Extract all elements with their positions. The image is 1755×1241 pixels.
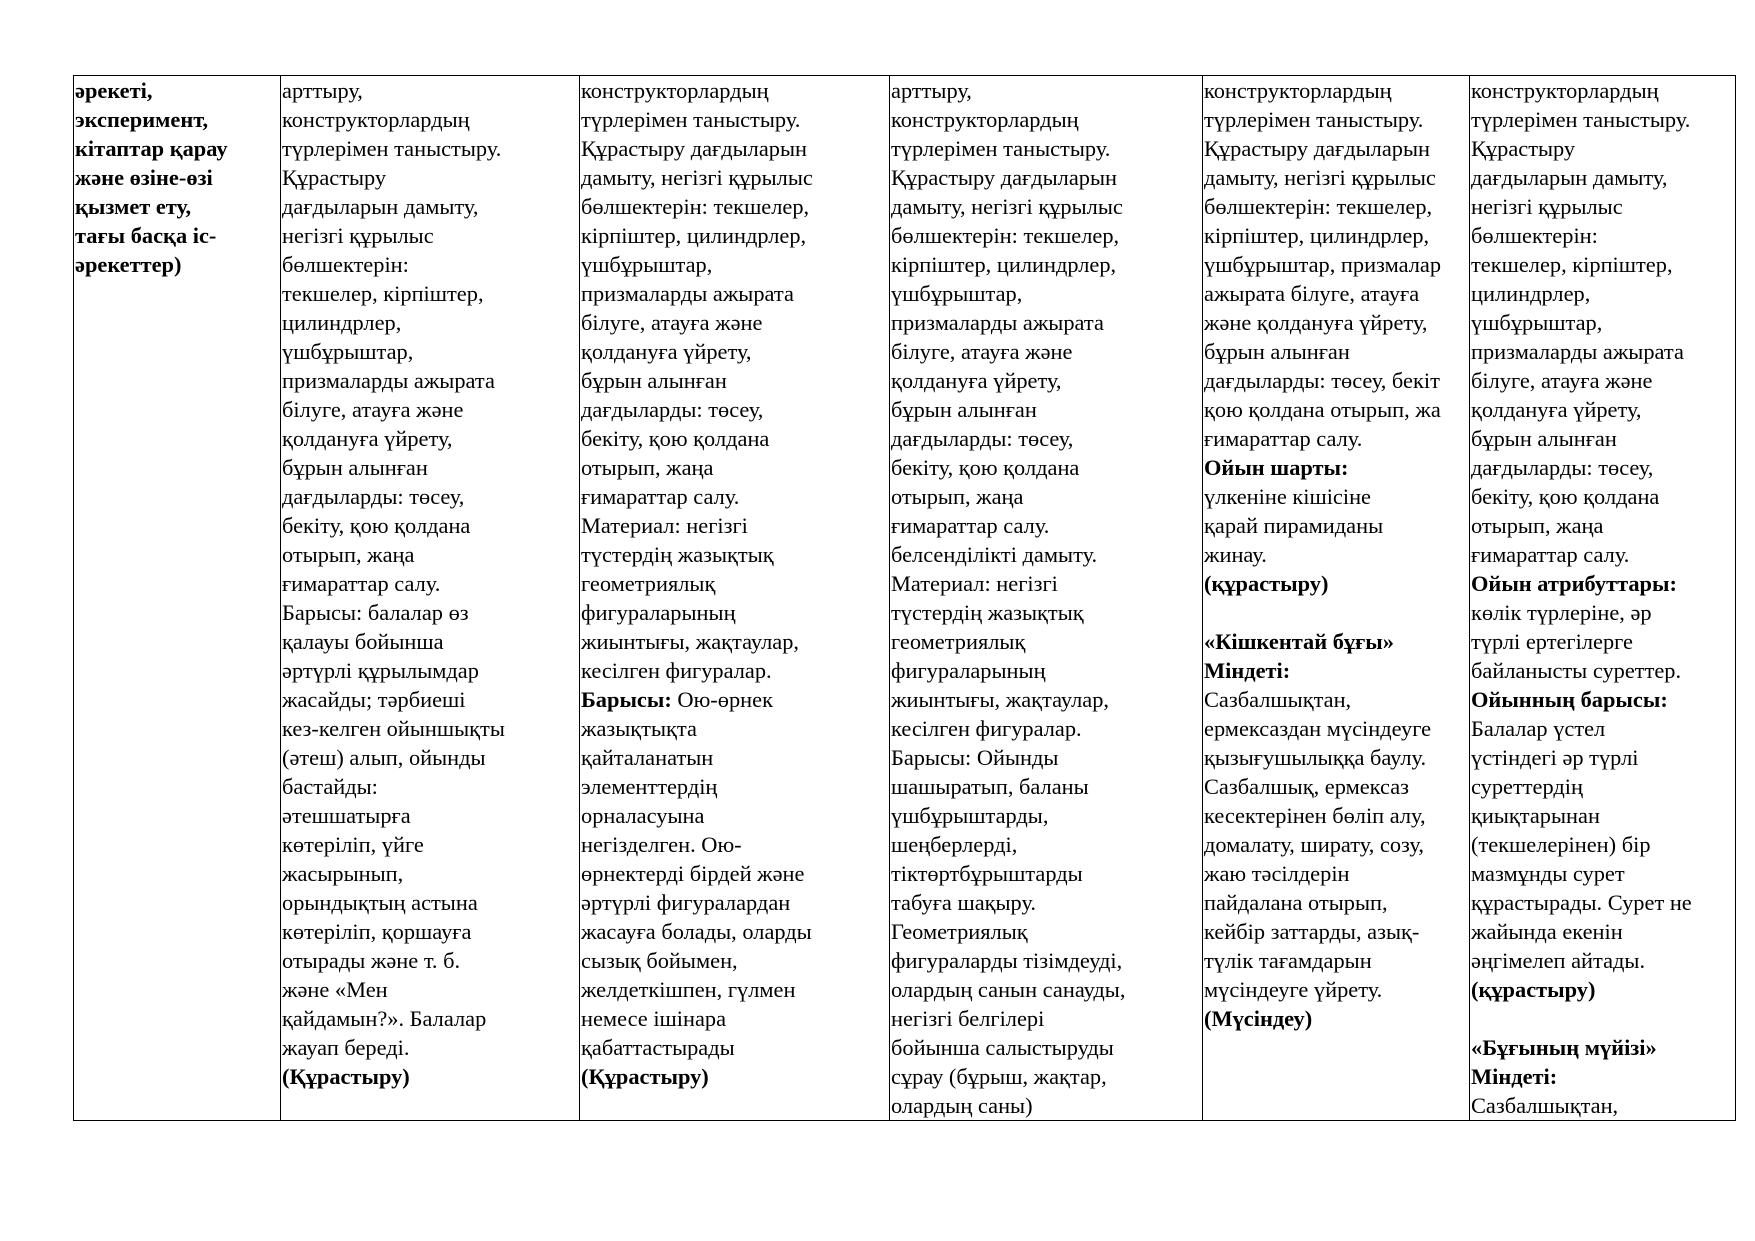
cell-text-line: бұрын алынған — [581, 368, 727, 393]
cell-text-line: табуға шақыру. — [891, 890, 1037, 915]
cell-text-line: олардың саны) — [891, 1093, 1033, 1118]
cell-text-line: түстердің жазықтық — [581, 542, 774, 567]
cell-text-line: үшбұрыштар, — [891, 281, 1023, 306]
cell-text-line: негізгі құрылыс — [1471, 194, 1623, 219]
cell-text-line: Ойын атрибуттары: — [1471, 571, 1677, 596]
cell-text-line: жайында екенін — [1471, 919, 1623, 944]
cell-text-line: білуге, атауға және — [891, 339, 1073, 364]
cell-text-line: Құрастыру дағдыларын — [1204, 136, 1431, 161]
cell-text-line: ғимараттар салу. — [581, 484, 740, 509]
cell-text-line: Балалар үстел — [1471, 716, 1606, 741]
cell-text-line: түлік тағамдарын — [1204, 948, 1372, 973]
cell-text-line: Құрастыру — [1471, 136, 1576, 161]
cell-text-line: орындықтың астына — [282, 890, 478, 915]
cell-text-line: тағы басқа іс- — [75, 223, 217, 248]
cell-text-line: жасырынып, — [282, 861, 404, 886]
cell-text-line: кесілген фигуралар. — [891, 716, 1082, 741]
cell-text-line: дағдыларды: төсеу, — [891, 426, 1074, 451]
cell-text-line: (құрастыру) — [1471, 977, 1596, 1002]
cell-text-line: жазықтықта — [581, 716, 697, 741]
cell-text-line: негізгі белгілері — [891, 1006, 1045, 1031]
cell-text-line: Міндеті: — [1471, 1064, 1558, 1089]
cell-text-line: бөлшектерін: — [282, 252, 409, 277]
text-segment: Ою-өрнек — [671, 687, 773, 712]
cell-text-line: призмаларды ажырата — [1471, 339, 1684, 364]
cell-text-line: арттыру, — [282, 78, 363, 103]
cell-text-line: қызығушылыққа баулу. — [1204, 745, 1427, 770]
cell-text-line: негізгі құрылыс — [282, 223, 434, 248]
cell-text-line: бұрын алынған — [282, 455, 428, 480]
cell-text-line: желдеткішпен, гүлмен — [581, 977, 796, 1002]
cell-text-line: қайталанатын — [581, 745, 714, 770]
cell-text-line: конструкторлардың — [891, 107, 1079, 132]
cell-text-line: байланысты суреттер. — [1471, 658, 1682, 683]
cell-text-line: әртүрлі құрылымдар — [282, 658, 479, 683]
cell-text-line — [1204, 598, 1468, 627]
cell-text-line: немесе ішінара — [581, 1006, 727, 1031]
cell-text-line: Барысы: Ойынды — [891, 745, 1059, 770]
cell-text-line: Сазбалшықтан, — [1471, 1093, 1619, 1118]
cell-text-line: үшбұрыштар, — [1471, 310, 1603, 335]
cell-text-line: (Мүсіндеу) — [1204, 1006, 1313, 1031]
cell-text-line: Ойын шарты: — [1204, 455, 1349, 480]
cell-text-line: дамыту, негізгі құрылыс — [1204, 165, 1436, 190]
cell-text-line: білуге, атауға және — [282, 397, 464, 422]
cell-text-line: (құрастыру) — [1204, 571, 1329, 596]
cell-text-line: призмаларды ажырата — [581, 281, 794, 306]
cell-text-line — [1471, 1004, 1734, 1033]
cell-text-line: қарай пирамиданы — [1204, 513, 1384, 538]
cell-text-line: үстіндегі әр түрлі — [1471, 745, 1639, 770]
cell-text-line: әңгімелеп айтады. — [1471, 948, 1646, 973]
cell-text-line: көтеріліп, қоршауға — [282, 919, 472, 944]
cell-text-line: ермексаздан мүсіндеуге — [1204, 716, 1432, 741]
cell-text-line: Сазбалшықтан, — [1204, 687, 1352, 712]
cell-text-line: дамыту, негізгі құрылыс — [891, 194, 1123, 219]
cell-text-line: Материал: негізгі — [891, 571, 1058, 596]
cell-text-line: дағдыларды: төсеу, бекіт — [1204, 368, 1440, 393]
cell-text-line: отырып, жаңа — [1471, 513, 1604, 538]
cell-text-line: ғимараттар салу. — [282, 571, 441, 596]
cell-text-line: әртүрлі фигуралардан — [581, 890, 791, 915]
cell-text-line: бастайды: — [282, 774, 378, 799]
cell-text-line: қиықтарынан — [1471, 803, 1600, 828]
cell-text-line: отырып, жаңа — [891, 484, 1024, 509]
cell-text-line: дағдыларды: төсеу, — [282, 484, 465, 509]
cell-text-line: бөлшектерін: текшелер, — [891, 223, 1120, 248]
cell-text-line: Құрастыру дағдыларын — [891, 165, 1118, 190]
cell-text-line: кесектерінен бөліп алу, — [1204, 803, 1426, 828]
cell-text-line: қызмет ету, — [75, 194, 192, 219]
cell-text-line: бұрын алынған — [891, 397, 1037, 422]
cell-text-line: жасайды; тәрбиеші — [282, 687, 466, 712]
cell-text-line: Барысы: балалар өз — [282, 600, 469, 625]
cell-text-line: түрлерімен таныстыру. — [1204, 107, 1424, 132]
cell-text-line: белсенділікті дамыту. — [891, 542, 1098, 567]
cell-text-line: эксперимент, — [75, 107, 209, 132]
cell-text-line: суреттердің — [1471, 774, 1583, 799]
cell-text-line: қолдануға үйрету, — [1471, 397, 1642, 422]
cell-text-line: геометриялық — [891, 629, 1026, 654]
cell-text-line: пайдалана отырып, — [1204, 890, 1388, 915]
cell-text-line: дағдыларды: төсеу, — [1471, 455, 1654, 480]
cell-text-line: конструкторлардың — [1204, 78, 1392, 103]
cell-text-line: цилиндрлер, — [1471, 281, 1591, 306]
cell-text-line: ғимараттар салу. — [891, 513, 1050, 538]
cell-text-line: Міндеті: — [1204, 658, 1291, 683]
cell-text-line: (әтеш) алып, ойынды — [282, 745, 486, 770]
cell-text-line: фигураларының — [891, 658, 1046, 683]
cell-text-line: қалауы бойынша — [282, 629, 444, 654]
cell-text-line: үшбұрыштарды, — [891, 803, 1049, 828]
cell-text-line: кейбір заттарды, азық- — [1204, 919, 1420, 944]
cell-text-line: бөлшектерін: текшелер, — [581, 194, 810, 219]
cell-text-line: түстердің жазықтық — [891, 600, 1084, 625]
cell-text-line: әтешшатырға — [282, 803, 411, 828]
cell-text-line: Ойынның барысы: — [1471, 687, 1668, 712]
cell-text-line: (Құрастыру) — [581, 1064, 709, 1089]
cell-text-line: кез-келген ойыншықты — [282, 716, 505, 741]
cell-text-line: элементтердің — [581, 774, 718, 799]
cell-text-line: түрлерімен таныстыру. — [581, 107, 801, 132]
cell-text-line: жасауға болады, оларды — [581, 919, 812, 944]
cell-text-line: және өзіне-өзі — [75, 165, 213, 190]
cell-text-line: отырып, жаңа — [282, 542, 415, 567]
cell-text-line: кірпіштер, цилиндрлер, — [1204, 223, 1430, 248]
cell-text-line: үшбұрыштар, — [282, 339, 414, 364]
cell-text-line: (Құрастыру) — [282, 1064, 410, 1089]
cell-text-line: жиынтығы, жақтаулар, — [581, 629, 799, 654]
cell-text-line: дағдыларын дамыту, — [282, 194, 479, 219]
cell-text-line: үшбұрыштар, — [581, 252, 713, 277]
cell-text-line: конструкторлардың — [581, 78, 769, 103]
cell-text-line: дағдыларды: төсеу, — [581, 397, 764, 422]
cell-text-line: білуге, атауға және — [581, 310, 763, 335]
cell-text-line: және «Мен — [282, 977, 388, 1002]
cell-text-line: қою қолдана отырып, жа — [1204, 397, 1441, 422]
cell-text-line: білуге, атауға және — [1471, 368, 1653, 393]
cell-text-line: үшбұрыштар, призмалар — [1204, 252, 1442, 277]
cell-text-line: көтеріліп, үйге — [282, 832, 424, 857]
cell-text-line: геометриялық — [581, 571, 716, 596]
cell-text-line: шашыратып, баланы — [891, 774, 1089, 799]
schedule-table — [73, 75, 1736, 1121]
cell-text-line: арттыру, — [891, 78, 972, 103]
cell-text-line: кірпіштер, цилиндрлер, — [581, 223, 807, 248]
cell-text-line: Сазбалшық, ермексаз — [1204, 774, 1409, 799]
cell-text-line: конструкторлардың — [282, 107, 470, 132]
cell-text-line: және қолдануға үйрету, — [1204, 310, 1428, 335]
cell-text-line: мазмұнды сурет — [1471, 861, 1625, 886]
cell-text-line: бекіту, қою қолдана — [282, 513, 471, 538]
table-cell-day-4 — [1203, 76, 1470, 1121]
cell-text-line: бойынша салыстыруды — [891, 1035, 1114, 1060]
cell-text-line: отырады және т. б. — [282, 948, 461, 973]
cell-text-line: өрнектерді бірдей және — [581, 861, 805, 886]
cell-text-line: жаю тәсілдерін — [1204, 861, 1350, 886]
cell-text-line: цилиндрлер, — [282, 310, 402, 335]
cell-text-line: призмаларды ажырата — [282, 368, 495, 393]
cell-text-line: қабаттастырады — [581, 1035, 735, 1060]
cell-text-line: жиынтығы, жақтаулар, — [891, 687, 1109, 712]
cell-text-line: түрлерімен таныстыру. — [1471, 107, 1691, 132]
cell-text-line — [581, 685, 888, 714]
cell-text-line: ғимараттар салу. — [1471, 542, 1630, 567]
cell-text-line: бекіту, қою қолдана — [1471, 484, 1660, 509]
bold-text-segment: Барысы: — [581, 687, 672, 712]
cell-text-line: бұрын алынған — [1471, 426, 1617, 451]
cell-text-line: Геометриялық — [891, 919, 1028, 944]
cell-text-line: дамыту, негізгі құрылыс — [581, 165, 813, 190]
cell-text-line: әрекеті, — [75, 78, 153, 103]
cell-text-line: бөлшектерін: текшелер, — [1204, 194, 1433, 219]
cell-text-line: қолдануға үйрету, — [282, 426, 453, 451]
cell-text-line: түрлі ертегілерге — [1471, 629, 1633, 654]
cell-text-line: қайдамын?». Балалар — [282, 1006, 487, 1031]
table-cell-day-3 — [890, 76, 1203, 1121]
cell-text-line: түрлерімен таныстыру. — [282, 136, 502, 161]
cell-text-line: бекіту, қою қолдана — [581, 426, 770, 451]
cell-text-line: орналасуына — [581, 803, 705, 828]
cell-text-line: кірпіштер, цилиндрлер, — [891, 252, 1117, 277]
cell-text-line: домалату, ширату, созу, — [1204, 832, 1424, 857]
cell-text-line: Құрастыру — [282, 165, 387, 190]
cell-text-line: негізделген. Ою- — [581, 832, 742, 857]
cell-text-line: көлік түрлеріне, әр — [1471, 600, 1652, 625]
cell-text-line: құрастырады. Сурет не — [1471, 890, 1692, 915]
cell-text-line: кітаптар қарау — [75, 136, 228, 161]
table-cell-activity-type — [74, 76, 281, 1121]
cell-text-line: жинау. — [1204, 542, 1267, 567]
cell-text-line: мүсіндеуге үйрету. — [1204, 977, 1383, 1002]
cell-text-line: отырып, жаңа — [581, 455, 714, 480]
cell-text-line: олардың санын санауды, — [891, 977, 1126, 1002]
cell-text-line: ажырата білуге, атауға — [1204, 281, 1420, 306]
cell-text-line: текшелер, кірпіштер, — [282, 281, 484, 306]
cell-text-line: Құрастыру дағдыларын — [581, 136, 808, 161]
cell-text-line: тіктөртбұрыштарды — [891, 861, 1083, 886]
cell-text-line: фигураларының — [581, 600, 736, 625]
cell-text-line: әрекеттер) — [75, 252, 182, 277]
cell-text-line: ғимараттар салу. — [1204, 426, 1363, 451]
cell-text-line: қолдануға үйрету, — [891, 368, 1062, 393]
cell-text-line: конструкторлардың — [1471, 78, 1659, 103]
cell-text-line: «Бұғының мүйізі» — [1471, 1035, 1657, 1060]
cell-text-line: дағдыларын дамыту, — [1471, 165, 1668, 190]
table-row — [74, 76, 1736, 1121]
table-cell-day-1 — [281, 76, 580, 1121]
cell-text-line: түрлерімен таныстыру. — [891, 136, 1111, 161]
cell-text-line: қолдануға үйрету, — [581, 339, 752, 364]
cell-text-line: (текшелерінен) бір — [1471, 832, 1651, 857]
cell-text-line: текшелер, кірпіштер, — [1471, 252, 1673, 277]
cell-text-line: призмаларды ажырата — [891, 310, 1104, 335]
cell-text-line: кесілген фигуралар. — [581, 658, 772, 683]
cell-text-line: Материал: негізгі — [581, 513, 748, 538]
cell-text-line: шеңберлерді, — [891, 832, 1018, 857]
cell-text-line: бекіту, қою қолдана — [891, 455, 1080, 480]
cell-text-line: «Кішкентай бұғы» — [1204, 629, 1394, 654]
cell-text-line: фигураларды тізімдеуді, — [891, 948, 1123, 973]
cell-text-line: сұрау (бұрыш, жақтар, — [891, 1064, 1107, 1089]
table-cell-day-2 — [580, 76, 890, 1121]
cell-text-line: жауап береді. — [282, 1035, 410, 1060]
cell-text-line: сызық бойымен, — [581, 948, 738, 973]
cell-text-line: бұрын алынған — [1204, 339, 1350, 364]
cell-text-line: үлкеніне кішісіне — [1204, 484, 1371, 509]
table-cell-day-5 — [1470, 76, 1736, 1121]
cell-text-line: бөлшектерін: — [1471, 223, 1598, 248]
